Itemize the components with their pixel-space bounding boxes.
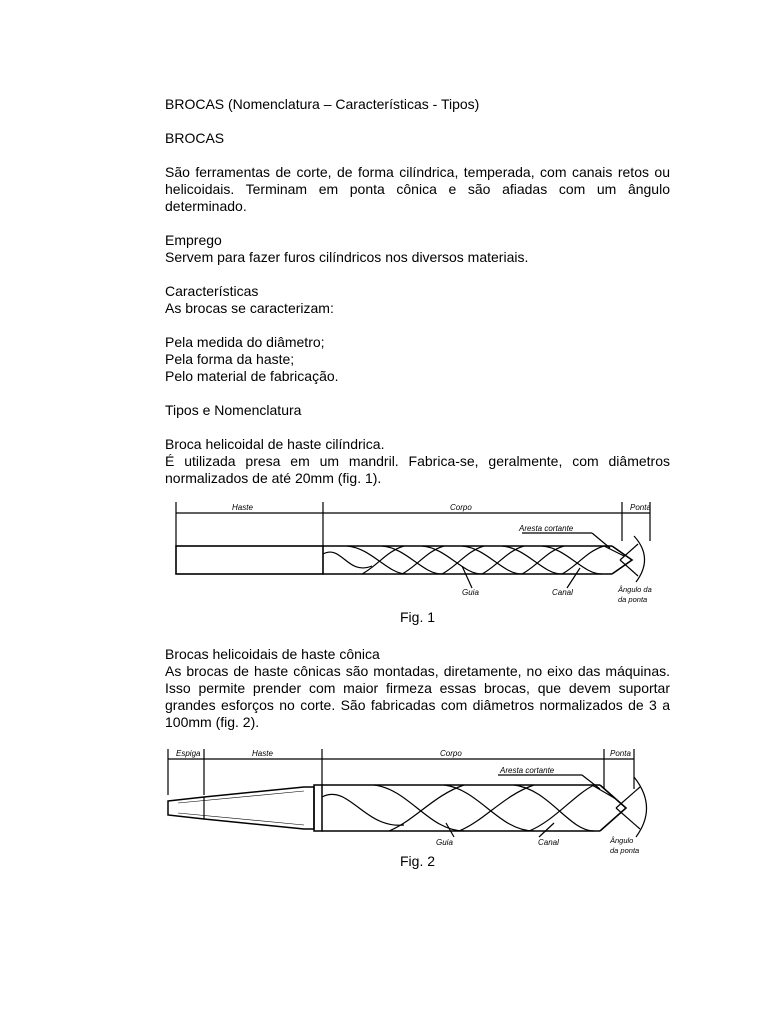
- caracteristicas-list: [165, 334, 670, 385]
- label-aresta-cortante: Aresta cortante: [500, 766, 555, 775]
- list-item: Pela forma da haste;: [165, 351, 295, 367]
- label-angulo: Ângulo: [610, 836, 634, 845]
- label-angulo-ponta: da ponta: [618, 595, 648, 604]
- label-aresta-cortante: Aresta cortante: [519, 524, 574, 533]
- drill-cylindrical-diagram: [172, 496, 662, 608]
- label-canal: Canal: [552, 588, 573, 597]
- label-ponta: Ponta: [610, 749, 631, 758]
- emprego-text: Servem para fazer furos cilíndricos nos diversos materiais.: [165, 249, 529, 265]
- emprego-title: Emprego: [165, 232, 222, 248]
- label-haste: Haste: [252, 749, 273, 758]
- broca1-title: Broca helicoidal de haste cilíndrica.: [165, 436, 385, 452]
- label-guia: Guia: [436, 838, 453, 847]
- figure-2-caption: Fig. 2: [400, 853, 436, 869]
- broca2-title: Brocas helicoidais de haste cônica: [165, 646, 380, 662]
- figure-1-caption: Fig. 1: [400, 609, 436, 625]
- caracteristicas-text: As brocas se caracterizam:: [165, 300, 334, 316]
- intro-paragraph: São ferramentas de corte, de forma cilíndrica, temperada, com canais retos ou helicoidais. Terminam em ponta cônica e são afiadas com um ângulo determinado.: [165, 164, 670, 214]
- label-ponta: Ponta: [630, 503, 651, 512]
- label-espiga: Espiga: [176, 749, 201, 758]
- section-title-brocas: BROCAS: [165, 130, 225, 146]
- broca2-paragraph: As brocas de haste cônicas são montadas, diretamente, no eixo das máquinas. Isso permite prender com maior firmeza essas brocas, que devem suportar grandes esforços no corte. São fabricadas com diâmetros normalizados de 3 a 100mm (fig. 2).: [165, 663, 670, 730]
- label-haste: Haste: [232, 503, 253, 512]
- list-item: Pela medida do diâmetro;: [165, 334, 325, 350]
- label-angulo-ponta: da ponta: [610, 846, 640, 855]
- label-corpo: Corpo: [450, 503, 472, 512]
- tipos-title: Tipos e Nomenclatura: [165, 402, 302, 418]
- label-guia: Guia: [462, 588, 479, 597]
- label-angulo: Ângulo da: [618, 585, 652, 594]
- broca1-paragraph: É utilizada presa em um mandril. Fabrica-se, geralmente, com diâmetros normalizados de até 20mm (fig. 1).: [165, 453, 670, 486]
- document-heading: BROCAS (Nomenclatura – Características - Tipos): [165, 96, 480, 112]
- figure-1: [172, 496, 662, 613]
- drill-conical-diagram: [164, 745, 664, 857]
- label-canal: Canal: [538, 838, 559, 847]
- list-item: Pelo material de fabricação.: [165, 368, 339, 384]
- label-corpo: Corpo: [440, 749, 462, 758]
- figure-2: [164, 745, 664, 862]
- caracteristicas-title: Características: [165, 283, 259, 299]
